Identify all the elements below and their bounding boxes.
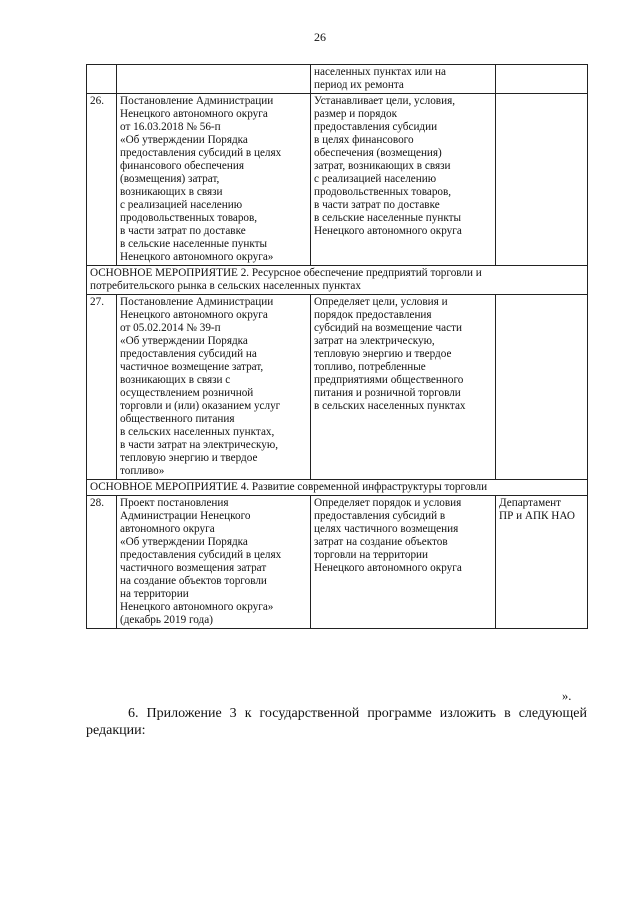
document-line: торговли и (или) оказанием услуг [120, 400, 281, 412]
purpose-cell [311, 65, 496, 94]
document-line: «Об утверждении Порядка [120, 536, 248, 548]
document-line: предоставления субсидий в целях [120, 549, 282, 561]
document-cell [117, 295, 311, 480]
legal-acts-table [86, 64, 588, 629]
document-line: общественного питания [120, 413, 235, 425]
document-line: продовольственных товаров, [120, 212, 258, 224]
document-line: «Об утверждении Порядка [120, 335, 248, 347]
purpose-line: в части затрат по доставке [314, 199, 440, 211]
purpose-line: Ненецкого автономного округа [314, 562, 462, 574]
document-line: тепловую энергию и твердое [120, 452, 258, 464]
document-line: Проект постановления [120, 497, 229, 509]
section-title-cell [87, 480, 588, 496]
document-line: возникающих в связи с [120, 374, 231, 386]
responsible-cell [496, 496, 588, 629]
purpose-line: в целях финансового [314, 134, 414, 146]
purpose-line: топливо, потребленные [314, 361, 426, 373]
purpose-line: предоставления субсидий в [314, 510, 446, 522]
body-paragraph: 6. Приложение 3 к государственной программе изложить в следующей редакции: [86, 706, 587, 738]
document-line: (декабрь 2019 года) [120, 614, 213, 626]
document-line: частичное возмещение затрат, [120, 361, 264, 373]
purpose-line: Определяет цели, условия и [314, 296, 448, 308]
section-header-row [87, 266, 588, 295]
purpose-line: субсидий на возмещение части [314, 322, 462, 334]
responsible-line: Департамент [499, 497, 562, 509]
purpose-line: период их ремонта [314, 79, 404, 91]
purpose-line: размер и порядок [314, 108, 398, 120]
page-number: 26 [314, 30, 326, 44]
row-number-cell [87, 65, 117, 94]
purpose-line: продовольственных товаров, [314, 186, 452, 198]
purpose-line: затрат на электрическую, [314, 335, 435, 347]
document-line: в сельских населенных пунктах, [120, 426, 275, 438]
purpose-line: обеспечения (возмещения) [314, 147, 442, 159]
document-line: предоставления субсидий на [120, 348, 257, 360]
purpose-line: в сельские населенные пункты [314, 212, 462, 224]
purpose-line: целях частичного возмещения [314, 523, 459, 535]
section-title-cell [87, 266, 588, 295]
document-line: с реализацией населению [120, 199, 243, 211]
document-line: возникающих в связи [120, 186, 223, 198]
section-header-row [87, 480, 588, 496]
document-line: осуществлением розничной [120, 387, 254, 399]
purpose-cell [311, 295, 496, 480]
purpose-line: Устанавливает цели, условия, [314, 95, 456, 107]
document-cell [117, 65, 311, 94]
document-line: от 16.03.2018 № 56-п [120, 121, 221, 133]
purpose-line: с реализацией населению [314, 173, 437, 185]
document-line: Постановление Администрации [120, 95, 274, 107]
document-cell [117, 94, 311, 266]
purpose-cell [311, 94, 496, 266]
table-row [87, 94, 588, 266]
purpose-line: предприятиями общественного [314, 374, 464, 386]
responsible-cell [496, 295, 588, 480]
table-row [87, 496, 588, 629]
purpose-line: порядок предоставления [314, 309, 432, 321]
document-line: Постановление Администрации [120, 296, 274, 308]
responsible-cell [496, 65, 588, 94]
purpose-line: предоставления субсидии [314, 121, 438, 133]
document-line: топливо» [120, 465, 165, 477]
table-row [87, 295, 588, 480]
section-line: ОСНОВНОЕ МЕРОПРИЯТИЕ 2. Ресурсное обеспечение предприятий торговли и [90, 267, 482, 279]
purpose-line: торговли на территории [314, 549, 429, 561]
row-number-cell: 28. [87, 496, 117, 629]
document-line: Ненецкого автономного округа» [120, 251, 274, 263]
document-line: в сельские населенные пункты [120, 238, 268, 250]
document-line: финансового обеспечения [120, 160, 244, 172]
document-line: автономного округа [120, 523, 215, 535]
purpose-line: затрат на создание объектов [314, 536, 448, 548]
document-line: Ненецкого автономного округа» [120, 601, 274, 613]
document-line: предоставления субсидий в целях [120, 147, 282, 159]
document-line: Ненецкого автономного округа [120, 108, 268, 120]
document-line: частичного возмещения затрат [120, 562, 267, 574]
purpose-line: в сельских населенных пунктах [314, 400, 466, 412]
row-number-cell: 27. [87, 295, 117, 480]
document-line: в части затрат на электрическую, [120, 439, 279, 451]
section-line: потребительского рынка в сельских населенных пунктах [90, 280, 361, 292]
purpose-cell [311, 496, 496, 629]
responsible-cell [496, 94, 588, 266]
document-cell [117, 496, 311, 629]
document-line: Администрации Ненецкого [120, 510, 251, 522]
document-line: от 05.02.2014 № 39-п [120, 322, 221, 334]
purpose-line: питания и розничной торговли [314, 387, 461, 399]
document-line: в части затрат по доставке [120, 225, 246, 237]
table-row [87, 65, 588, 94]
purpose-line: затрат, возникающих в связи [314, 160, 451, 172]
section-line: ОСНОВНОЕ МЕРОПРИЯТИЕ 4. Развитие современной инфраструктуры торговли [90, 481, 488, 493]
purpose-line: тепловую энергию и твердое [314, 348, 452, 360]
document-line: на создание объектов торговли [120, 575, 267, 587]
purpose-line: населенных пунктах или на [314, 66, 446, 78]
document-line: на территории [120, 588, 189, 600]
purpose-line: Определяет порядок и условия [314, 497, 462, 509]
row-number-cell: 26. [87, 94, 117, 266]
purpose-line: Ненецкого автономного округа [314, 225, 462, 237]
responsible-line: ПР и АПК НАО [499, 510, 575, 522]
closing-quote-mark: ». [562, 689, 572, 703]
document-line: Ненецкого автономного округа [120, 309, 268, 321]
document-line: «Об утверждении Порядка [120, 134, 248, 146]
document-line: (возмещения) затрат, [120, 173, 220, 185]
